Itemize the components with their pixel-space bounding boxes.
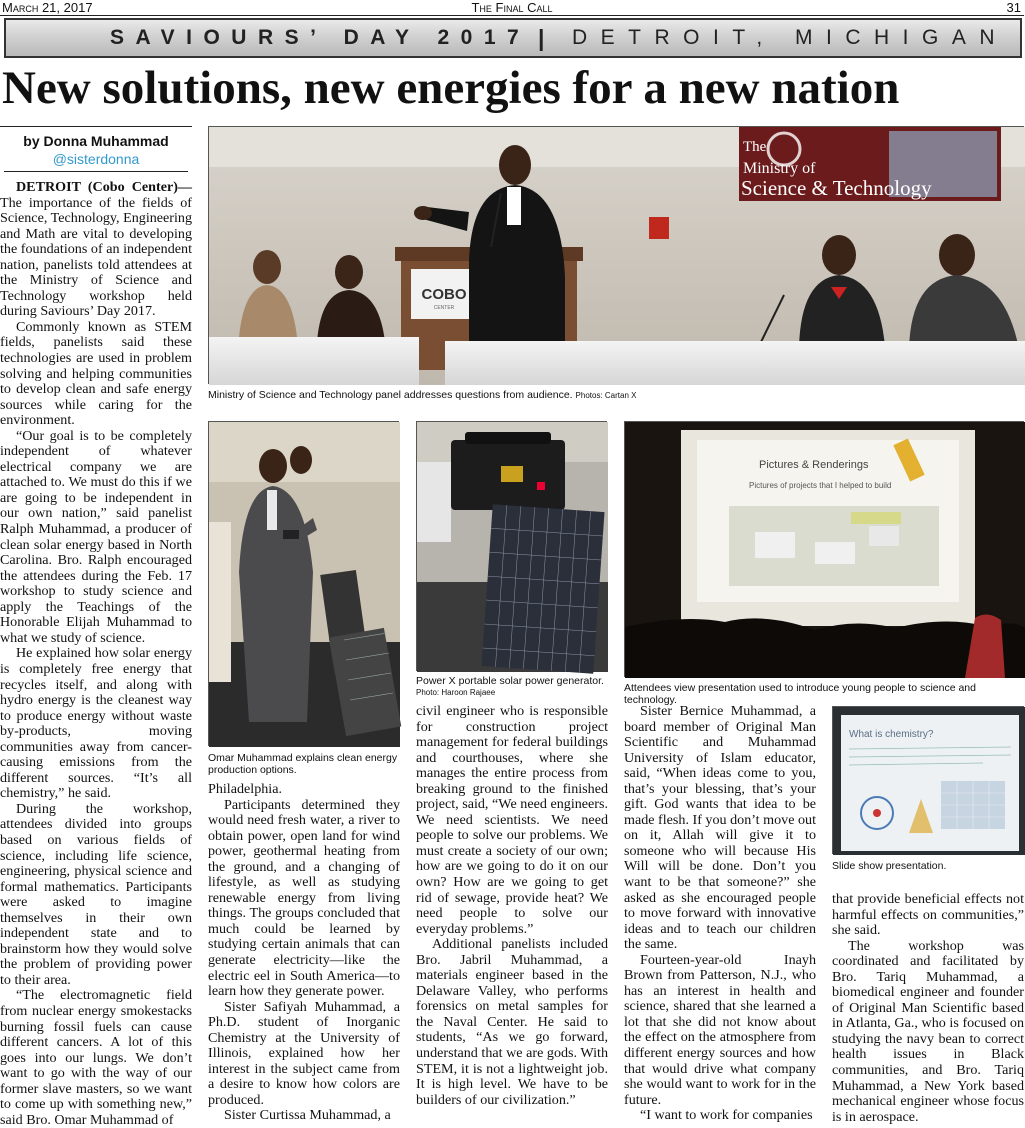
article-paragraph: [624, 953, 816, 1108]
sign-line-1: The: [743, 139, 767, 155]
sign-line-3: Science & Technology: [741, 176, 932, 200]
article-paragraph: [0, 180, 192, 320]
main-photo-credit: Photos: Cartan X: [575, 391, 637, 400]
paragraph-text: Sister Safiyah Muhammad, a Ph.D. student of Inorganic Chemistry at the University of Illinois, explained how her interest in the subject came from a desire to know how colors are produced.: [208, 998, 400, 1108]
article-paragraph: [416, 937, 608, 1108]
powerx-caption-text: Power X portable solar power generator.: [416, 675, 604, 687]
page-number: 31: [1006, 0, 1021, 15]
article-paragraph: [832, 939, 1024, 1126]
article-paragraph: [0, 988, 192, 1128]
paragraph-text: The importance of the fields of Science, Technology, Engineering and Math are vital to developing the foundations of an independent nation, panelists told attendees at the Ministry of Science and Technology workshop held during Saviours’ Day 2017.: [0, 194, 192, 320]
article-paragraph: [624, 1108, 816, 1124]
slideshow-photo: [832, 706, 1024, 854]
article-paragraph: [0, 646, 192, 801]
article-paragraph: [208, 1000, 400, 1109]
newspaper-name: The Final Call: [471, 0, 553, 15]
article-paragraph: [208, 782, 400, 798]
omar-scene-image: [209, 422, 400, 747]
author-name: by Donna Muhammad: [23, 133, 169, 149]
powerx-photo: [416, 421, 607, 671]
main-photo-caption: [208, 389, 1024, 402]
presentation-photo-caption: Attendees view presentation used to introduce young people to science and technology.: [624, 682, 976, 706]
article-column-5: [832, 892, 1024, 1125]
byline: [0, 126, 192, 168]
article-paragraph: [0, 320, 192, 429]
paragraph-text: Commonly known as STEM fields, panelists said these technologies are used in problem solving and helping communities to develop clean and safe energy sources while caring for the environment.: [0, 318, 192, 429]
paragraph-text: Additional panelists included Bro. Jabril Muhammad, a materials engineer based in the Delaware Valley, who performs forensics on metal samples for the Naval Center. He said to students, “As we go forward, understand that we are gods. With STEM, it is not a lightweight job. It is high level. We have to be builders of our civilization.”: [416, 936, 608, 1108]
author-handle[interactable]: @sisterdonna: [52, 151, 140, 167]
issue-date: March 21, 2017: [2, 0, 93, 15]
main-caption-text: Ministry of Science and Technology panel addresses questions from audience.: [208, 389, 573, 401]
banner-event: SAVIOURS’ DAY 2017: [110, 26, 531, 49]
paragraph-text: Philadelphia.: [208, 781, 282, 797]
article-paragraph: [832, 892, 1024, 939]
omar-photo-caption: Omar Muhammad explains clean energy production options.: [208, 752, 398, 776]
article-paragraph: [416, 704, 608, 937]
article-column-2: [208, 782, 400, 1124]
powerx-photo-caption: [416, 675, 608, 699]
presentation-slide-bullet: Pictures of projects that I helped to build: [749, 481, 892, 490]
slideshow-slide-title: What is chemistry?: [849, 729, 934, 740]
article-paragraph: [208, 798, 400, 1000]
paragraph-text: Sister Bernice Muhammad, a board member of Original Man Scientific and Muhammad University of Islam educator, said, “When ideas come to you, that’s your blessing, that’s your gift. God wants that idea to be made flesh. If you don’t move out on it, Allah will give it to someone who will because His Will will be done. Don’t you want to be that someone?” she asked as she encouraged people to move forward with innovative ideas and to teach our children the same.: [624, 703, 816, 953]
article-column-4: [624, 704, 816, 1124]
paragraph-text: He explained how solar energy is completely free energy that recycles itself, and along with hydro energy is the cleanest way to produce energy without waste by-products, moving communities away from cancer-causing emissions from the different sources. “It’s all chemistry,” he said.: [0, 645, 192, 802]
slideshow-scene-image: [833, 707, 1025, 855]
presentation-photo: [624, 421, 1024, 677]
byline-divider: [4, 171, 188, 172]
powerx-scene-image: [417, 422, 608, 672]
headline: New solutions, new energies for a new nation: [2, 62, 900, 114]
paragraph-text: “Our goal is to be completely independent of whatever electrical company we are attached to. We must do this if we are going to be independent in our own nation,” said panelist Ralph Muhammad, a producer of clean solar energy based in North Carolina. Bro. Ralph encouraged the attendees during the Feb. 17 workshop to study science and apply the Teachings of the Honorable Elijah Muhammad to what we study of science.: [0, 427, 192, 646]
podium-logo: COBO: [421, 286, 467, 303]
article-column-1: [0, 179, 192, 1128]
banner-location: DETROIT, MICHIGAN: [572, 26, 1009, 49]
paragraph-text: that provide beneficial effects not harmful effects on communities,” she said.: [832, 891, 1024, 939]
paragraph-text: Sister Curtissa Muhammad, a: [224, 1107, 391, 1124]
presentation-slide-title: Pictures & Renderings: [759, 459, 869, 471]
dateline: DETROIT (Cobo Center)—: [16, 179, 192, 195]
powerx-photo-credit: Photo: Haroon Rajaee: [416, 688, 496, 697]
panel-scene-image: [209, 127, 1025, 385]
folio-line: [0, 0, 1024, 16]
sign-line-2: Ministry of: [743, 160, 816, 177]
paragraph-text: “I want to work for companies: [640, 1107, 813, 1124]
article-paragraph: [624, 704, 816, 953]
paragraph-text: During the workshop, attendees divided into groups based on various fields of science, including life science, engineering, physical science and formal mathematics. Participants were asked to imagine themselves in their own independent state and to brainstorm how they would solve the problem of providing power to their area.: [0, 800, 192, 988]
paragraph-text: Participants determined they would need fresh water, a river to obtain power, open land for wind power, geothermal heating from the ground, and a changing of lifestyle, as well as studying renewable energy from living things. The groups concluded that much could be learned by studying certain animals that can generate electricity—like the electric eel in South America—to learn how they generate power.: [208, 796, 400, 1000]
podium-logo-sub: CENTER: [433, 305, 455, 311]
paragraph-text: civil engineer who is responsible for construction project management for federal buildings and courthouses, where she manages the entire process from breaking ground to the finished project, said, “We need engineers. We need scientists. We need people to solve our problems. We must create a society of our own; how are we going to do it on our own? How are we going to get rid of sewage, provide heat? We need people to solve our everyday problems.”: [416, 703, 608, 937]
banner-separator: |: [538, 25, 545, 51]
main-panel-photo: [208, 126, 1024, 384]
paragraph-text: The workshop was coordinated and facilitated by Bro. Tariq Muhammad, a biomedical engineer and founder of Original Man Scientific based in Atlanta, Ga., who is focused on studying the navy bean to correct health issues in Black communities, and Bro. Tariq Muhammad, a New York based mechanical engineer whose focus is in aerospace.: [832, 937, 1024, 1125]
section-banner: [4, 18, 1022, 58]
article-paragraph: [208, 1108, 400, 1124]
presentation-scene-image: [625, 422, 1025, 678]
article-paragraph: [0, 802, 192, 989]
article-column-3: [416, 704, 608, 1108]
paragraph-text: “The electromagnetic field from nuclear energy smokestacks burning fossil fuels can cause different cancers. A lot of this goes into our lungs. We don’t want to go with the way of our former slave masters, so we want to come up with something new,” said Bro. Omar Muhammad of: [0, 987, 192, 1128]
paragraph-text: Fourteen-year-old Inayh Brown from Patterson, N.J., who has an interest in health and science, shared that she learned a lot that she did not know about the effect on the atmosphere from different energy sources and how that would drive what company she would want to work for in the future.: [624, 951, 816, 1108]
omar-photo: [208, 421, 399, 746]
article-paragraph: [0, 429, 192, 647]
slideshow-photo-caption: Slide show presentation.: [832, 860, 947, 872]
